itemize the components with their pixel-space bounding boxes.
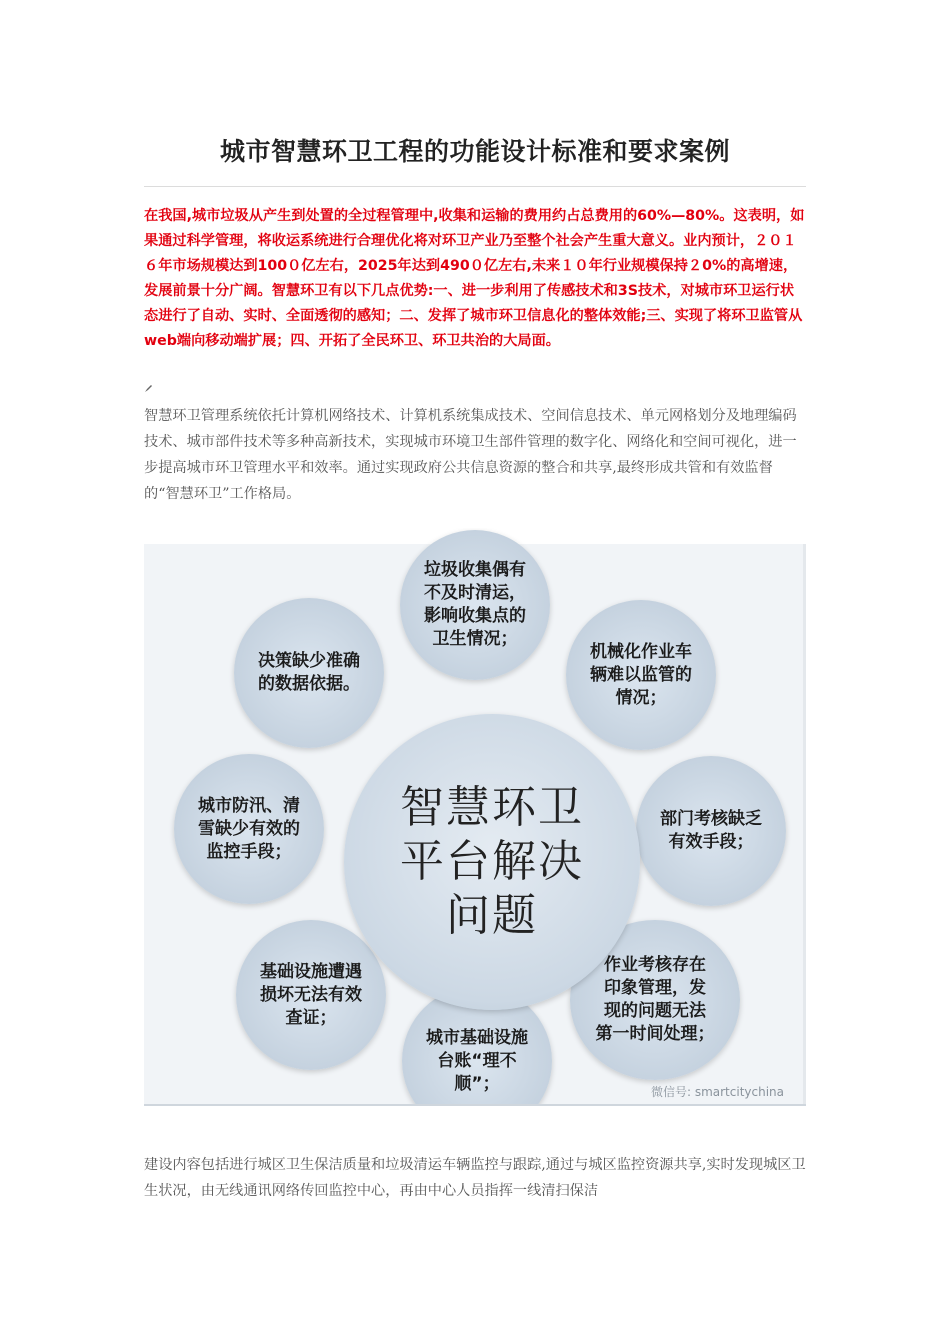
pen-icon bbox=[144, 383, 154, 393]
problem-bubble-decision: 决策缺少准确 的数据依据。 bbox=[234, 598, 384, 748]
smart-sanitation-diagram bbox=[144, 528, 806, 1106]
intro-red-paragraph: 在我国,城市垃圾从产生到处置的全过程管理中,收集和运输的费用约占总费用的60%—80%。这表明，如果通过科学管理，将收运系统进行合理优化将对环卫产业乃至整个社会产生重大意义。业内预计，２０１６年市场规模达到100０亿左右，2025年达到490０亿左右,未来１０年行业规模保持２0%的高增速，发展前景十分广阔。智慧环卫有以下几点优势:一、进一步利用了传感技术和3S技术，对城市环卫运行状态进行了自动、实时、全面透彻的感知；二、发挥了城市环卫信息化的整体效能;三、实现了将环卫监管从web端向移动端扩展；四、开拓了全民环卫、环卫共治的大局面。 bbox=[144, 208, 805, 349]
watermark-text: 微信号: smartcitychina bbox=[650, 1085, 784, 1099]
center-bubble: 智慧环卫 平台解决 问题 bbox=[344, 714, 640, 1010]
diagram-bottom-border bbox=[144, 1104, 806, 1106]
diagram-edge bbox=[803, 544, 806, 1106]
problem-bubble-infrastructure: 基础设施遭遇 损坏无法有效 查证； bbox=[236, 920, 386, 1070]
body-paragraph: 智慧环卫管理系统依托计算机网络技术、计算机系统集成技术、空间信息技术、单元网格划分及地理编码技术、城市部件技术等多种高新技术，实现城市环境卫生部件管理的数字化、网络化和空间可视化，进一步提高城市环卫管理水平和效率。通过实现政府公共信息资源的整合和共享,最终形成共管和有效监督的“智慧环卫”工作格局。 bbox=[144, 408, 797, 502]
problem-bubble-impression: 作业考核存在 印象管理，发 现的问题无法 第一时间处理； bbox=[570, 920, 740, 1080]
title-divider bbox=[144, 186, 806, 187]
body-paragraph-2: 建设内容包括进行城区卫生保洁质量和垃圾清运车辆监控与跟踪,通过与城区监控资源共享,实时发现城区卫生状况，由无线通讯网络传回监控中心，再由中心人员指挥一线清扫保洁 bbox=[144, 1157, 806, 1199]
problem-bubble-assessment: 部门考核缺乏 有效手段； bbox=[636, 756, 786, 906]
problem-bubble-vehicles: 机械化作业车 辆难以监管的 情况； bbox=[566, 600, 716, 750]
problem-bubble-collection: 垃圾收集偶有 不及时清运， 影响收集点的 卫生情况； bbox=[400, 530, 550, 680]
page-title: 城市智慧环卫工程的功能设计标准和要求案例 bbox=[219, 137, 730, 166]
problem-bubble-flood: 城市防汛、清 雪缺少有效的 监控手段； bbox=[174, 754, 324, 904]
problem-bubble-ledger: 城市基础设施 台账“理不 顺”； bbox=[402, 986, 552, 1106]
